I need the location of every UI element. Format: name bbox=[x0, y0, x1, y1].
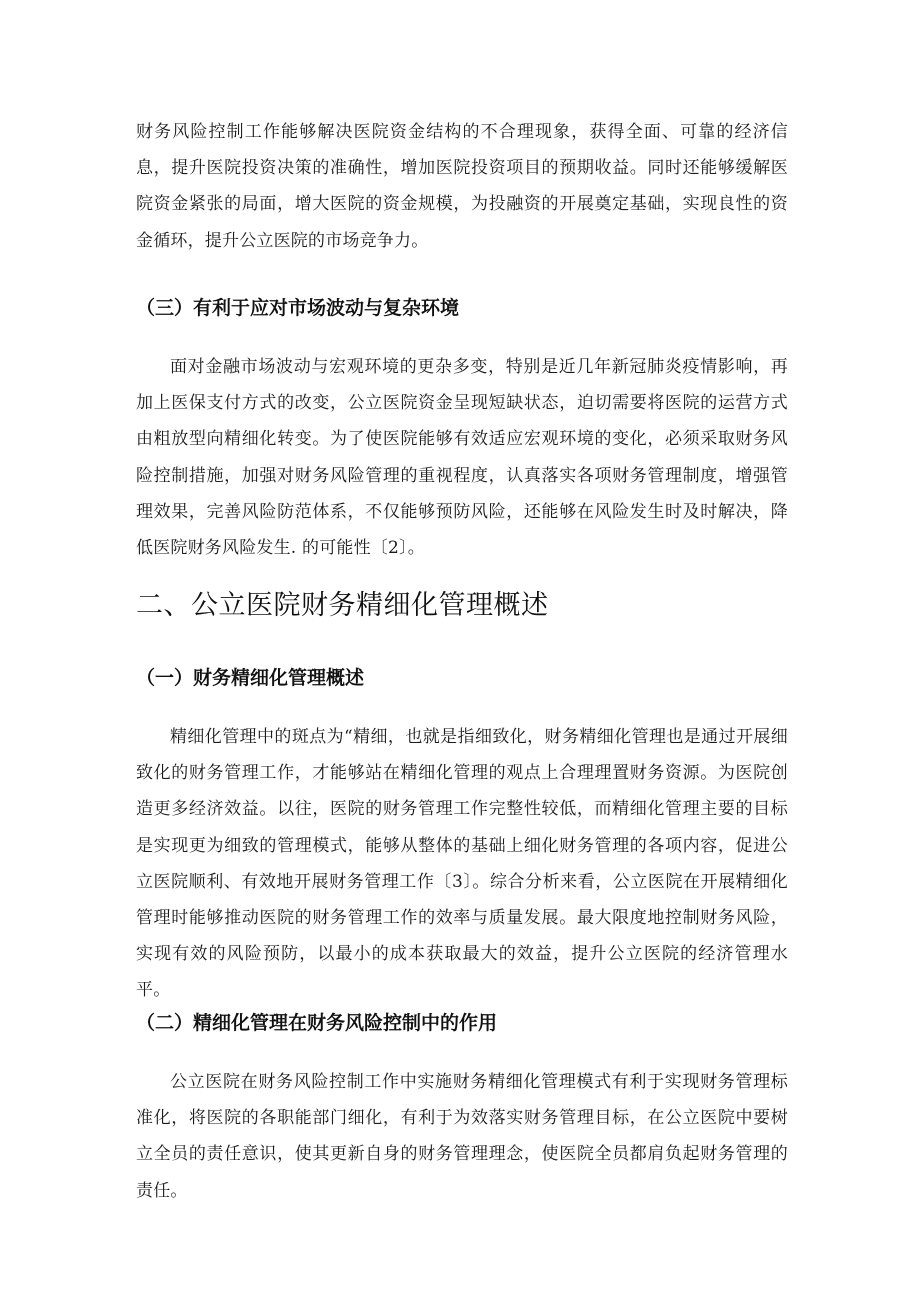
subheading-role-in-risk-control: （二）精细化管理在财务风险控制中的作用 bbox=[136, 1012, 498, 1034]
paragraph-capital-structure: 财务风险控制工作能够解决医院资金结构的不合理现象，获得全面、可靠的经济信息，提升医院投资决策的准确性，增加医院投资项目的预期收益。同时还能够缓解医院资金紧张的局面，增大医院的资金规模，为投融资的开展奠定基础，实现良性的资金循环，提升公立医院的市场竞争力。 bbox=[136, 122, 788, 251]
subheading-fine-management-overview: （一）财务精细化管理概述 bbox=[136, 667, 365, 689]
paragraph-fine-management-overview: 精细化管理中的斑点为“精细，也就是指细致化，财务精细化管理也是通过开展细致化的财务管理工作，才能够站在精细化管理的观点上合理理置财务资源。为医院创造更多经济效益。以往，医院的财务管理工作完整性较低，而精细化管理主要的目标是实现更为细致的管理模式，能够从整体的基础上细化财务管理的各项内容，促进公立医院顺利、有效地开展财务管理工作〔3〕。综合分析来看，公立医院在开展精细化管理时能够推动医院的财务管理工作的效率与质量发展。最大限度地控制财务风险，实现有效的风险预防，以最小的成本获取最大的效益，提升公立医院的经济管理水平。 bbox=[136, 727, 788, 1001]
paragraph-market-volatility: 面对金融市场波动与宏观环境的更杂多变，特别是近几年新冠肺炎疫情影响，再加上医保支付方式的改变，公立医院资金呈现短缺状态，迫切需要将医院的运营方式由粗放型向精细化转变。为了使医院能够有效适应宏观环境的变化，必须采取财务风险控制措施，加强对财务风险管理的重视程度，认真落实各项财务管理制度，增强管理效果，完善风险防范体系，不仅能够预防风险，还能够在风险发生时及时解决，降低医院财务风险发生. 的可能性〔2〕。 bbox=[136, 357, 788, 559]
subheading-market-volatility: （三）有利于应对市场波动与复杂环境 bbox=[136, 297, 460, 319]
section-heading-fine-management-overview: 二、公立医院财务精细化管理概述 bbox=[136, 590, 549, 621]
paragraph-role-in-risk-control: 公立医院在财务风险控制工作中实施财务精细化管理模式有利于实现财务管理标准化，将医院的各职能部门细化，有利于为效落实财务管理目标，在公立医院中要树立全员的责任意识，使其更新自身的财务管理理念，使医院全员都肩负起财务管理的责任。 bbox=[136, 1072, 788, 1201]
